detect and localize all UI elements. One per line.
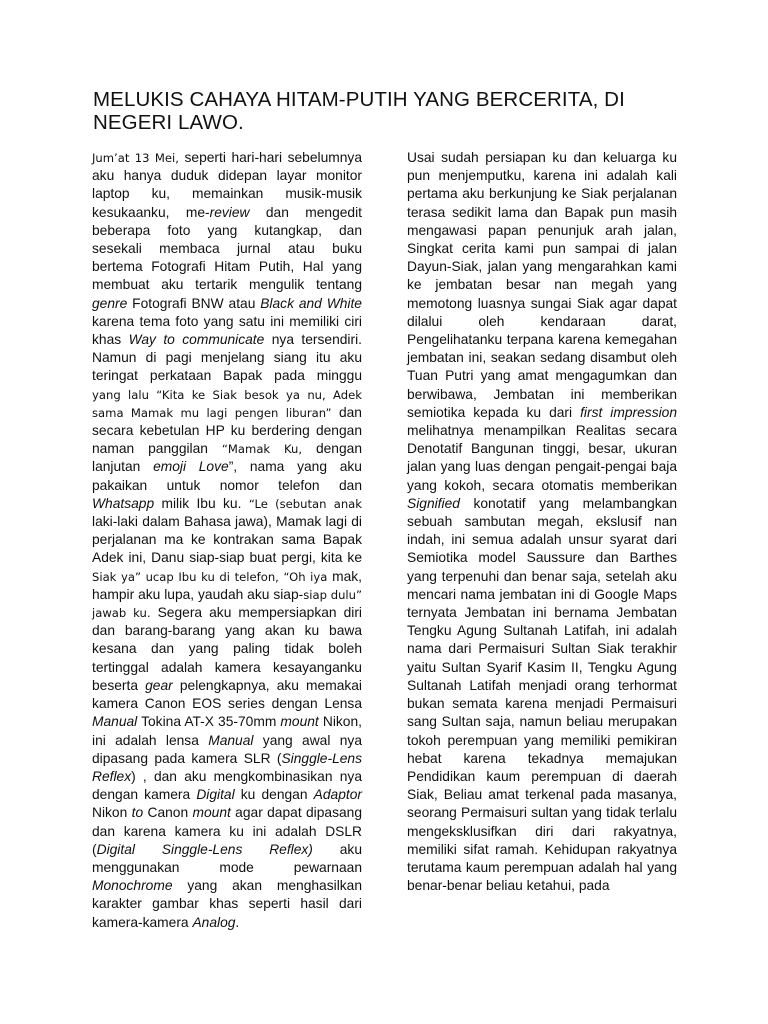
italic-text: Adaptor: [313, 787, 362, 803]
small-text: siap dulu” jawab ku.: [92, 587, 362, 621]
italic-text: Manual: [92, 714, 138, 730]
body-text: seperti hari-hari sebelumnya aku hanya duduk didepan layar monitor laptop ku, memainkan musik-musik kesukaanku, me-: [92, 150, 362, 220]
body-text: yang awal nya dipasang pada kamera SLR (: [92, 732, 362, 766]
body-text: ”, nama yang aku pakaikan untuk nomor telefon dan: [92, 459, 362, 493]
italic-text: Analog: [192, 914, 236, 930]
italic-text: mount: [192, 805, 231, 821]
small-text: Siak ya” ucap Ibu ku di telefon, “Oh iya: [92, 569, 328, 584]
body-text: Usai sudah persiapan ku dan keluarga ku pun menjemputku, karena ini adalah kali pertama aku berkunjung ke Siak perjalanan terasa sedikit lama dan Bapak pun masih mengawasi papan penunjuk arah jalan, Singkat cerita kami pun sampai di jalan Dayun-Siak, jalan yang mengarahkan kami ke jembatan besar nan megah yang memotong luasnya sungai Siak agar dapat dilalui oleh kendaraan darat, Pengelihatanku terpana karena kemegahan jembatan ini, seakan sedang disambut oleh Tuan Putri yang amat mengagumkan dan berwibawa, Jembatan ini memberikan semiotika kepada ku dari: [407, 150, 677, 420]
italic-text: Black and White: [260, 295, 362, 311]
right-column-text: [407, 149, 677, 895]
italic-text: emoji Love: [153, 459, 229, 475]
small-text: yang lalu “Kita ke Siak besok ya nu, Adek sama Mamak mu lagi pengen liburan”: [92, 387, 362, 420]
small-text: “Mamak Ku,: [221, 442, 303, 457]
italic-text: Signified: [407, 495, 460, 511]
body-text: Segera aku mempersiapkan diri dan barang-barang yang akan ku bawa kesana dan yang paling tidak boleh tertinggal adalah kamera kesayanganku beserta: [92, 605, 362, 693]
body-text: ) , dan aku mengkombinasikan nya dengan kamera: [92, 768, 362, 803]
small-text: “Le (sebutan anak: [248, 496, 362, 511]
body-text: pelengkapnya, aku memakai kamera Canon EOS series dengan Lensa: [92, 677, 363, 712]
italic-text: genre: [92, 295, 128, 311]
italic-text: gear: [145, 677, 173, 693]
italic-text: mount: [280, 714, 319, 730]
body-text: Fotografi BNW atau: [127, 295, 261, 311]
italic-text: Singgle-Lens Reflex: [92, 750, 362, 784]
italic-text: to: [131, 805, 144, 821]
italic-text: Digital: [196, 787, 235, 803]
left-column-text: [92, 149, 362, 932]
italic-text: Whatsapp: [92, 495, 155, 511]
body-text: Nikon, ini adalah lensa: [92, 714, 362, 748]
body-text: dengan lanjutan: [92, 441, 362, 475]
italic-text: Way to communicate: [128, 332, 265, 348]
body-text: dan mengedit beberapa foto yang kutangkap, dan sesekali membaca jurnal atau buku bertema Fotografi Hitam Putih, Hal yang membuat aku tertarik mengulik tentang: [92, 204, 363, 293]
body-text: konotatif yang melambangkan sebuah sambutan megah, ekslusif nan indah, ini semua adalah unsur syarat dari Semiotika model Saussure dan Barthes yang terpenuhi dan benar saja, setelah aku mencari nama jembatan ini di Google Maps ternyata Jembatan ini bernama Jembatan Tengku Agung Sultanah Latifah, ini adalah nama dari Permaisuri Sultan Siak terakhir yaitu Sultan Syarif Kasim II, Tengku Agung Sultanah Latifah menjadi orang terhormat bukan semata karena menjadi Permaisuri sang Sultan saja, namun beliau merupakan tokoh perempuan yang memiliki pemikiran hebat karena tekadnya memajukan Pendidikan kaum perempuan di daerah Siak, Beliau amat terkenal pada masanya, seorang Permaisuri sultan yang tidak terlalu mengeksklusifkan diri dari rakyatnya, memiliki sifat ramah. Kehidupan rakyatnya terutama kaum perempuan adalah hal yang benar-benar beliau ketahui, pada: [407, 495, 677, 894]
body-text: mak, hampir aku lupa, yaudah aku siap-: [92, 568, 362, 602]
body-text: Canon: [143, 805, 193, 821]
body-text: karena tema foto yang satu ini memiliki ciri khas: [92, 313, 362, 348]
body-text: agar dapat dipasang dan karena kamera ku ini adalah DSLR (: [92, 805, 363, 857]
body-text: ku dengan: [234, 787, 314, 803]
body-text: nya tersendiri. Namun di pagi menjelang siang itu aku teringat perkataan Bapak pada minggu: [92, 332, 362, 384]
body-text: laki-laki dalam Bahasa jawa), Mamak lagi di perjalanan ma ke kontrakan sama Bapak Adek ini, Danu siap-siap buat pergi, kita ke: [92, 514, 362, 566]
italic-text: Monochrome: [92, 878, 173, 894]
small-text: Jum’at 13 Mei,: [92, 151, 179, 165]
italic-text: review: [209, 204, 250, 220]
italic-text: Manual: [208, 732, 254, 748]
body-text: Nikon: [92, 805, 132, 821]
body-text: Tokina AT-X 35-70mm: [137, 714, 281, 730]
body-text: melihatnya menampilkan Realitas secara Denotatif Bangunan tinggi, besar, ukuran jalan yang luas dengan pengait-pengai baja yang kokoh, secara otomatis memberikan: [407, 423, 677, 493]
body-text: yang akan menghasilkan karakter gambar khas seperti hasil dari kamera-kamera: [92, 878, 362, 930]
italic-text: Digital Singgle-Lens Reflex): [96, 841, 313, 857]
body-text: milik Ibu ku.: [154, 495, 249, 511]
page-title: MELUKIS CAHAYA HITAM-PUTIH YANG BERCERITA, DI NEGERI LAWO.: [93, 88, 625, 134]
body-text: .: [235, 914, 240, 930]
body-text: aku menggunakan mode pewarnaan: [92, 841, 363, 875]
italic-text: first impression: [580, 404, 677, 420]
body-text: dan secara kebetulan HP ku berdering dengan naman panggilan: [92, 404, 362, 457]
